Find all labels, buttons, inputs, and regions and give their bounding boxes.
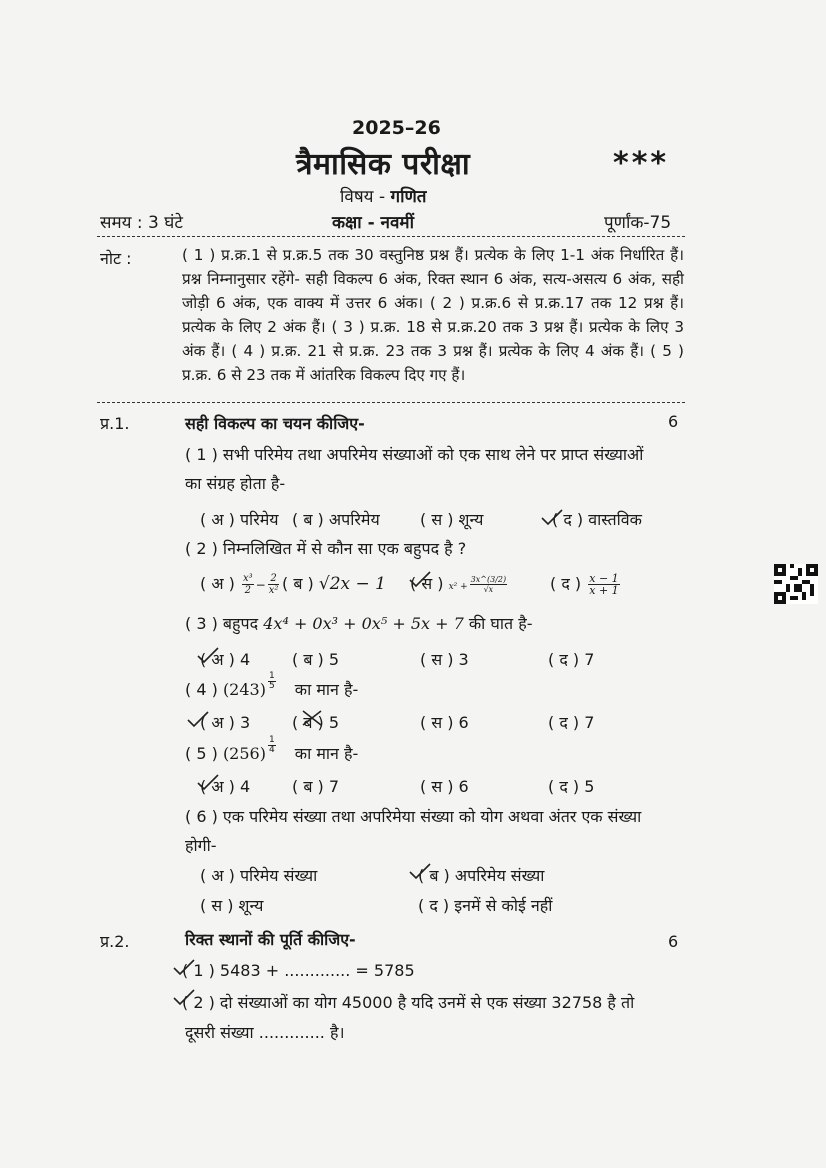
denominator: 5	[268, 681, 275, 691]
option: ( स ) शून्य	[420, 510, 484, 529]
denominator: x + 1	[589, 584, 619, 597]
option: ( द ) इनमें से कोई नहीं	[418, 896, 553, 915]
numerator: 2	[268, 573, 280, 585]
numerator: 1	[268, 671, 275, 681]
pen-tick-icon	[196, 646, 220, 666]
option: ( ब ) अपरिमेय	[292, 510, 380, 529]
question-text: दूसरी संख्या ............. है।	[185, 1023, 345, 1042]
math-base: (256)	[222, 744, 266, 763]
option: ( अ ) परिमेय	[200, 510, 279, 529]
option: ( द ) वास्तविक	[552, 510, 642, 529]
question-suffix: का मान है-	[294, 744, 359, 763]
math-expression: 4x⁴ + 0x³ + 0x⁵ + 5x + 7	[263, 614, 464, 633]
option	[282, 572, 386, 594]
subject-label: विषय -	[340, 187, 386, 207]
option: ( अ ) 4	[200, 650, 251, 669]
question-number: प्र.1.	[100, 414, 130, 433]
minus-sign: −	[255, 578, 266, 592]
math-base: (243)	[222, 680, 266, 699]
question-text	[185, 612, 532, 634]
question-text: ( 1 ) 5483 + ............. = 5785	[182, 961, 415, 980]
option: ( स ) 3	[420, 650, 469, 669]
option: ( द ) 5	[548, 777, 595, 796]
option: ( ब ) 5	[292, 650, 340, 669]
denominator: √x	[483, 585, 494, 594]
numerator: x − 1	[589, 572, 619, 585]
option: ( स ) 6	[420, 713, 469, 732]
option: ( ब ) अपरिमेय संख्या	[418, 866, 545, 885]
option: ( अ ) 4	[200, 777, 251, 796]
option: ( द ) 7	[548, 650, 595, 669]
numerator: x³	[242, 573, 253, 584]
fraction	[588, 573, 619, 596]
option-label: ( स )	[410, 574, 444, 593]
pen-tick-icon	[172, 988, 196, 1008]
question-marks: 6	[668, 932, 679, 951]
pen-tick-icon	[408, 570, 432, 590]
option	[550, 572, 622, 596]
question-text	[185, 735, 359, 764]
numerator: 1	[268, 735, 275, 745]
question-text	[185, 671, 359, 700]
option	[200, 572, 281, 596]
full-marks: पूर्णांक-75	[604, 213, 672, 233]
denominator: 4	[268, 745, 275, 755]
option: ( अ ) परिमेय संख्या	[200, 866, 318, 885]
option: ( स ) शून्य	[200, 896, 264, 915]
question-marks: 6	[668, 412, 679, 431]
denominator: x²	[268, 585, 279, 596]
pen-tick-icon	[172, 958, 196, 978]
option: ( द ) 7	[548, 713, 595, 732]
option: ( ब ) 7	[292, 777, 340, 796]
question-prefix: ( 4 )	[185, 680, 218, 699]
question-text: ( 6 ) एक परिमेय संख्या तथा अपरिमेया संख्या को योग अथवा अंतर एक संख्या	[185, 807, 642, 826]
question-text: होगी-	[185, 836, 217, 855]
question-suffix: की घात है-	[468, 614, 533, 633]
pen-tick-icon	[196, 773, 220, 793]
denominator: 2	[244, 585, 251, 596]
question-prefix: ( 5 )	[185, 744, 218, 763]
pen-tick-icon	[186, 710, 210, 730]
option: ( ब ) 5	[292, 713, 340, 732]
question-text: ( 2 ) निम्नलिखित में से कौन सा एक बहुपद है ?	[185, 539, 467, 558]
question-text: ( 2 ) दो संख्याओं का योग 45000 है यदि उनमें से एक संख्या 32758 है तो	[182, 993, 635, 1012]
qr-code-icon	[774, 564, 818, 604]
option-label: ( द )	[550, 574, 582, 593]
math-expression: √2x − 1	[318, 574, 386, 594]
option-label: ( ब )	[282, 574, 314, 593]
fraction	[268, 573, 280, 596]
divider	[97, 402, 685, 403]
question-prefix: ( 3 ) बहुपद	[185, 614, 259, 633]
exponent	[268, 736, 276, 755]
option: ( अ ) 3	[200, 713, 251, 732]
exponent	[268, 672, 276, 691]
question-text: का संग्रह होता है-	[185, 474, 286, 493]
pen-cross-icon	[300, 708, 324, 728]
exam-year: 2025–26	[352, 117, 441, 139]
subject-line	[340, 184, 426, 207]
subject-value: गणित	[390, 187, 427, 207]
numerator: 3x^(3/2)	[470, 575, 507, 584]
question-heading: रिक्त स्थानों की पूर्ति कीजिए-	[185, 930, 356, 949]
exam-class: कक्षा - नवमीं	[332, 213, 414, 233]
question-text: ( 1 ) सभी परिमेय तथा अपरिमेय संख्याओं को एक साथ लेने पर प्राप्त संख्याओं	[185, 445, 644, 464]
exam-title: त्रैमासिक परीक्षा	[296, 147, 471, 182]
question-suffix: का मान है-	[294, 680, 359, 699]
fraction	[470, 575, 507, 594]
exam-time: समय : 3 घंटे	[100, 213, 183, 233]
option-label: ( अ )	[200, 574, 235, 593]
question-heading: सही विकल्प का चयन कीजिए-	[185, 414, 365, 433]
note-text: ( 1 ) प्र.क्र.1 से प्र.क्र.5 तक 30 वस्तुनिष्ठ प्रश्न हैं। प्रत्येक के लिए 1-1 अंक निर्धारित हैं। प्रश्न निम्नानुसार रहेंगे- सही विकल्प 6 अंक, रिक्त स्थान 6 अंक, सत्य-असत्य 6 अंक, सही जोड़ी 6 अंक, एक वाक्य में उत्तर 6 अंक। ( 2 ) प्र.क्र.6 से प्र.क्र.17 तक 12 प्रश्न हैं। प्रत्येक के लिए 2 अंक हैं। ( 3 ) प्र.क्र. 18 से प्र.क्र.20 तक 3 प्रश्न हैं। प्रत्येक के लिए 3 अंक हैं। ( 4 ) प्र.क्र. 21 से प्र.क्र. 23 तक 3 प्रश्न हैं। प्रत्येक के लिए 4 अंक हैं। ( 5 ) प्र.क्र. 6 से 23 तक में आंतरिक विकल्प दिए गए हैं।	[182, 246, 684, 384]
fraction	[242, 573, 254, 596]
pen-tick-icon	[408, 862, 432, 882]
option: ( स ) 6	[420, 777, 469, 796]
divider	[97, 236, 685, 237]
math-expression: x² +	[448, 582, 468, 592]
pen-tick-icon	[540, 508, 564, 528]
question-number: प्र.2.	[100, 932, 130, 951]
note-label: नोट :	[100, 249, 132, 268]
stars-mark: ***	[613, 146, 670, 181]
